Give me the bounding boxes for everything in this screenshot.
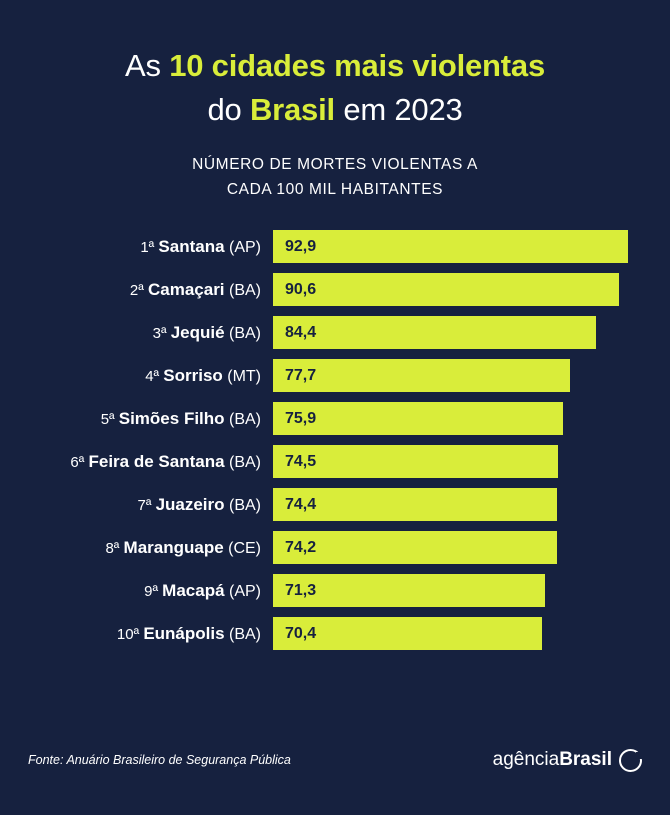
bar [273,273,619,306]
logo-text-brasil: Brasil [559,749,612,770]
title-line-1 [0,46,670,86]
row-label [20,323,273,343]
bar-track [273,617,628,650]
row-state: (MT) [222,367,261,385]
title-highlight-1: 10 cidades mais violentas [169,48,545,83]
title-line-2 [0,90,670,130]
chart-row [20,230,628,263]
bar [273,230,628,263]
page-title [0,0,670,130]
row-state: (BA) [224,453,261,471]
row-city: Eunápolis [143,623,225,643]
row-label [20,581,273,601]
bar [273,359,570,392]
logo-text-agencia: agência [492,749,560,770]
chart-subtitle [0,152,670,202]
row-label [20,280,273,300]
circle-swoosh-icon [619,749,642,772]
chart-row [20,531,628,564]
bar-track [273,273,628,306]
subtitle-line-2: CADA 100 MIL HABITANTES [226,181,444,198]
footer [0,745,670,775]
row-state: (BA) [224,281,261,299]
row-rank: 7ª [137,496,156,514]
bar-value-label: 74,5 [285,452,317,470]
bar [273,316,596,349]
chart-row [20,488,628,521]
row-rank: 10ª [116,625,144,643]
row-state: (BA) [224,324,261,342]
bar-value-label: 75,9 [285,409,317,427]
bar-value-label: 71,3 [285,581,317,599]
chart-row [20,316,628,349]
chart-row [20,445,628,478]
bar-value-label: 74,4 [285,495,317,513]
title-highlight-2: Brasil [249,92,335,127]
chart-row [20,273,628,306]
row-city: Sorriso [163,365,223,385]
row-rank: 1ª [140,238,159,256]
row-rank: 6ª [70,453,89,471]
row-label [20,452,273,472]
bar [273,617,542,650]
chart-row [20,617,628,650]
title-prefix: As [124,48,170,83]
chart-row [20,359,628,392]
row-state: (CE) [223,539,261,557]
title-line2-suffix: em 2023 [334,92,463,127]
bar [273,445,558,478]
title-line2-prefix: do [207,92,250,127]
row-city: Juazeiro [155,494,225,514]
row-label [20,237,273,257]
bar-track [273,359,628,392]
bar-value-label: 70,4 [285,624,317,642]
bar-track [273,402,628,435]
row-city: Jequié [170,322,225,342]
row-state: (AP) [224,582,261,600]
row-city: Simões Filho [118,408,225,428]
row-rank: 3ª [152,324,171,342]
row-state: (BA) [224,625,261,643]
row-label [20,624,273,644]
row-city: Maranguape [123,537,224,557]
bar-chart [0,230,670,650]
bar-track [273,574,628,607]
row-label [20,409,273,429]
row-state: (AP) [224,238,261,256]
row-rank: 9ª [144,582,163,600]
row-city: Camaçari [147,279,225,299]
row-state: (BA) [224,496,261,514]
row-label [20,538,273,558]
row-rank: 4ª [145,367,164,385]
row-city: Macapá [162,580,225,600]
row-label [20,366,273,386]
bar-value-label: 74,2 [285,538,317,556]
bar-track [273,445,628,478]
row-rank: 8ª [105,539,124,557]
agencia-brasil-logo [493,749,642,772]
bar [273,531,557,564]
bar-value-label: 92,9 [285,237,317,255]
row-state: (BA) [224,410,261,428]
row-rank: 5ª [100,410,119,428]
bar [273,402,563,435]
chart-row [20,574,628,607]
row-rank: 2ª [129,281,148,299]
bar-track [273,531,628,564]
bar-track [273,488,628,521]
subtitle-line-1: NÚMERO DE MORTES VIOLENTAS A [192,156,478,173]
bar-value-label: 77,7 [285,366,317,384]
bar-track [273,230,628,263]
bar [273,574,545,607]
row-label [20,495,273,515]
row-city: Santana [158,236,225,256]
bar-value-label: 84,4 [285,323,317,341]
chart-row [20,402,628,435]
bar-track [273,316,628,349]
source-note: Fonte: Anuário Brasileiro de Segurança Pública [28,753,291,767]
row-city: Feira de Santana [88,451,225,471]
bar [273,488,557,521]
bar-value-label: 90,6 [285,280,317,298]
